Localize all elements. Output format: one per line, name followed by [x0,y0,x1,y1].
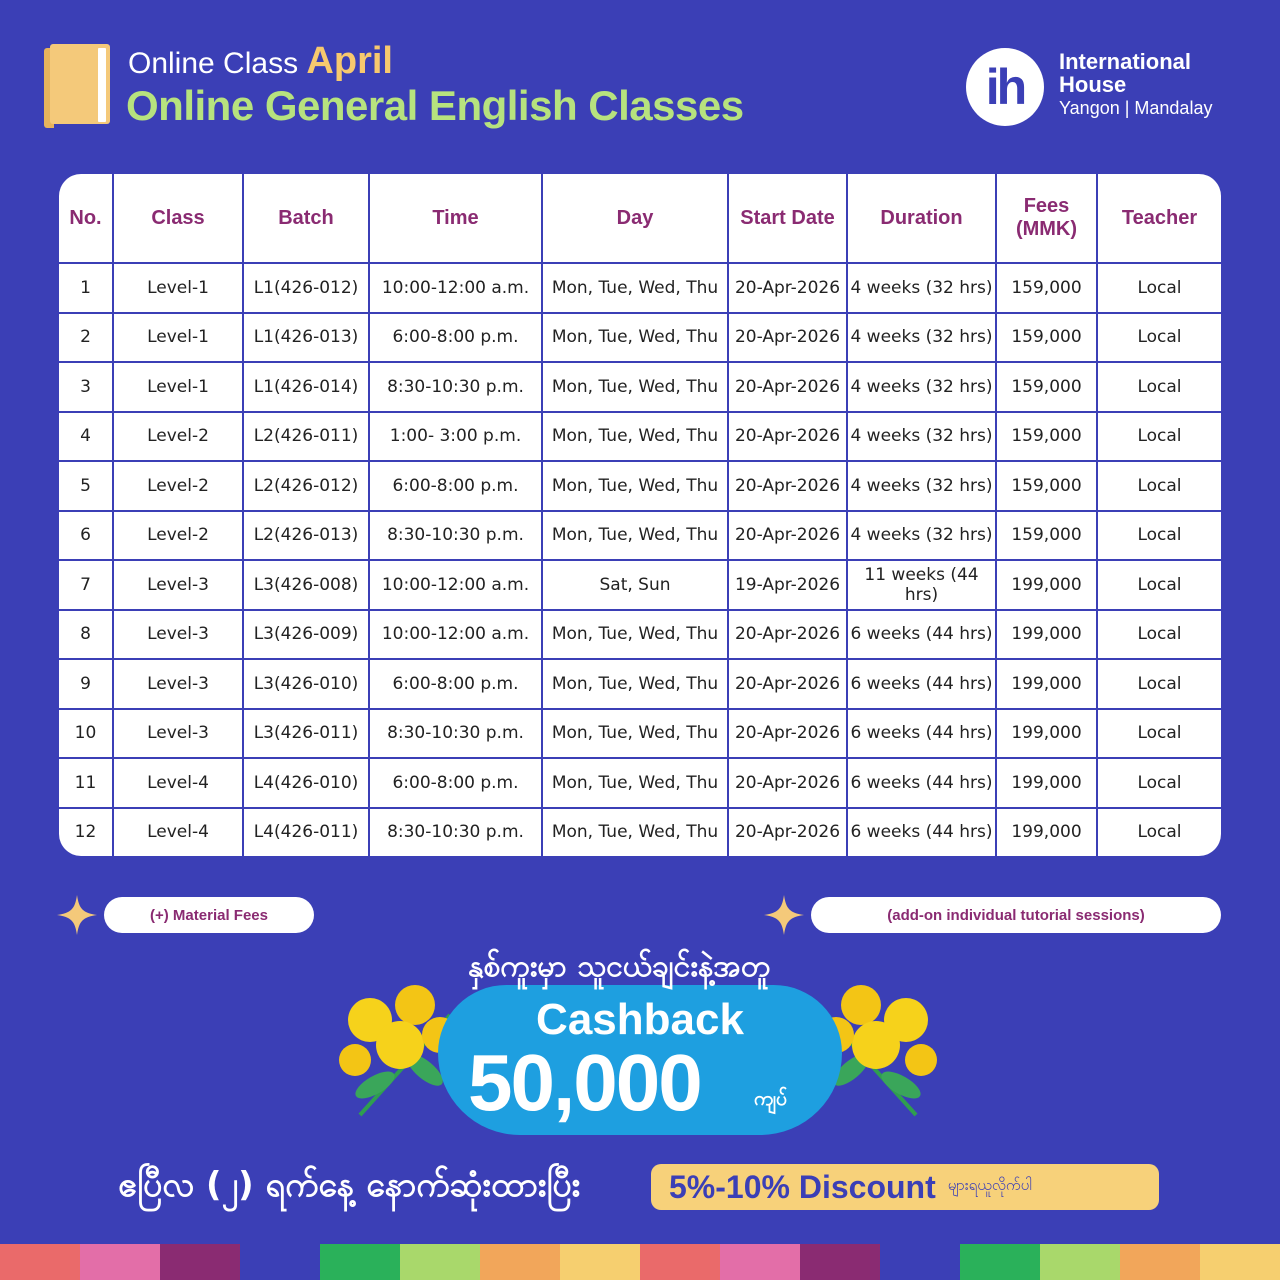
table-cell: L3(426-010) [243,659,369,709]
sparkle-icon [764,895,804,935]
stripe-segment [160,1244,240,1280]
table-cell: L4(426-010) [243,758,369,808]
table-row [59,659,1221,709]
column-header: No. [59,174,113,263]
table-cell: Mon, Tue, Wed, Thu [542,461,728,511]
table-cell: 159,000 [996,362,1097,412]
table-row [59,709,1221,759]
table-cell: 6:00-8:00 p.m. [369,461,542,511]
table-cell: 20-Apr-2026 [728,610,847,660]
table-cell: Level-3 [113,560,243,610]
table-cell: 4 weeks (32 hrs) [847,412,996,462]
table-row [59,362,1221,412]
table-cell: 159,000 [996,412,1097,462]
table-row [59,412,1221,462]
logo-name [1059,50,1191,96]
table-cell: 8:30-10:30 p.m. [369,511,542,561]
table-cell: 3 [59,362,113,412]
table-row [59,758,1221,808]
material-fees-note: (+) Material Fees [104,897,314,933]
table-cell: 10:00-12:00 a.m. [369,263,542,313]
table-cell: 6:00-8:00 p.m. [369,659,542,709]
stripe-segment [320,1244,400,1280]
table-cell: 7 [59,560,113,610]
table-cell: 9 [59,659,113,709]
table-cell: Local [1097,263,1221,313]
promo-headline: နှစ်ကူးမှာ သူငယ်ချင်းနဲ့အတူ [468,949,771,984]
table-cell: 6 weeks (44 hrs) [847,659,996,709]
discount-subtext: များရယူလိုက်ပါ [947,1176,1032,1194]
table-cell: Local [1097,709,1221,759]
column-header: Batch [243,174,369,263]
column-header: Teacher [1097,174,1221,263]
table-cell: Mon, Tue, Wed, Thu [542,412,728,462]
table-cell: 20-Apr-2026 [728,758,847,808]
title-month: April [306,40,393,82]
table-cell: 8:30-10:30 p.m. [369,362,542,412]
table-cell: 10:00-12:00 a.m. [369,560,542,610]
table-cell: Local [1097,659,1221,709]
stripe-segment [1040,1244,1120,1280]
page-title: Online General English Classes [126,82,744,129]
column-header: Time [369,174,542,263]
table-cell: L4(426-011) [243,808,369,857]
table-cell: 6:00-8:00 p.m. [369,313,542,363]
stripe-segment [480,1244,560,1280]
table-cell: 6 weeks (44 hrs) [847,709,996,759]
stripe-segment [960,1244,1040,1280]
table-cell: 20-Apr-2026 [728,263,847,313]
table-cell: Mon, Tue, Wed, Thu [542,758,728,808]
table-cell: 20-Apr-2026 [728,412,847,462]
table-cell: Level-1 [113,362,243,412]
table-cell: 2 [59,313,113,363]
table-row [59,808,1221,857]
stripe-segment [400,1244,480,1280]
table-row [59,461,1221,511]
table-cell: 159,000 [996,263,1097,313]
table-cell: 6 weeks (44 hrs) [847,808,996,857]
table-cell: 20-Apr-2026 [728,709,847,759]
deadline-text: ဧပြီလ (၂) ရက်နေ့ နောက်ဆုံးထားပြီး [118,1165,581,1205]
table-cell: 8:30-10:30 p.m. [369,709,542,759]
column-header: Class [113,174,243,263]
table-cell: 8 [59,610,113,660]
cashback-label: Cashback [536,995,744,1044]
table-cell: L1(426-012) [243,263,369,313]
table-cell: Local [1097,313,1221,363]
cashback-unit: ကျပ် [754,1086,788,1110]
column-header: Duration [847,174,996,263]
table-cell: 199,000 [996,610,1097,660]
cashback-amount: 50,000 [468,1038,701,1127]
table-row [59,560,1221,610]
table-cell: 4 weeks (32 hrs) [847,362,996,412]
table-cell: 159,000 [996,511,1097,561]
table-cell: 1:00- 3:00 p.m. [369,412,542,462]
stripe-segment [880,1244,960,1280]
table-cell: Local [1097,758,1221,808]
table-cell: 11 [59,758,113,808]
table-row [59,610,1221,660]
table-cell: Level-2 [113,412,243,462]
color-stripe [0,1244,1280,1280]
table-cell: 4 weeks (32 hrs) [847,461,996,511]
table-cell: L3(426-011) [243,709,369,759]
stripe-segment [240,1244,320,1280]
table-cell: 6 weeks (44 hrs) [847,610,996,660]
table-cell: 20-Apr-2026 [728,461,847,511]
table-cell: 4 weeks (32 hrs) [847,313,996,363]
column-header: Fees (MMK) [996,174,1097,263]
column-header: Day [542,174,728,263]
stripe-segment [0,1244,80,1280]
discount-text: 5%-10% Discount [669,1168,936,1205]
table-cell: Mon, Tue, Wed, Thu [542,808,728,857]
table-cell: 8:30-10:30 p.m. [369,808,542,857]
table-cell: 6 [59,511,113,561]
table-cell: Local [1097,511,1221,561]
table-cell: 1 [59,263,113,313]
table-cell: Level-3 [113,610,243,660]
table-cell: 10:00-12:00 a.m. [369,610,542,660]
table-cell: Level-2 [113,511,243,561]
table-cell: 11 weeks (44 hrs) [847,560,996,610]
table-cell: 20-Apr-2026 [728,511,847,561]
table-cell: Mon, Tue, Wed, Thu [542,659,728,709]
table-cell: Local [1097,808,1221,857]
stripe-segment [800,1244,880,1280]
table-cell: Level-3 [113,659,243,709]
table-cell: 20-Apr-2026 [728,313,847,363]
table-cell: Level-1 [113,263,243,313]
table-cell: Level-1 [113,313,243,363]
table-cell: 199,000 [996,659,1097,709]
table-cell: L2(426-013) [243,511,369,561]
table-cell: 199,000 [996,560,1097,610]
table-cell: Mon, Tue, Wed, Thu [542,709,728,759]
logo-name-line-1: International [1059,49,1192,74]
table-cell: 199,000 [996,709,1097,759]
table-cell: Level-3 [113,709,243,759]
table-cell: Local [1097,560,1221,610]
table-cell: 12 [59,808,113,857]
tutorial-note: (add-on individual tutorial sessions) [811,897,1221,933]
table-cell: Mon, Tue, Wed, Thu [542,313,728,363]
table-cell: Local [1097,461,1221,511]
stripe-segment [80,1244,160,1280]
table-cell: Mon, Tue, Wed, Thu [542,263,728,313]
sparkle-icon [57,895,97,935]
table-cell: L3(426-009) [243,610,369,660]
table-cell: Mon, Tue, Wed, Thu [542,511,728,561]
table-cell: 6:00-8:00 p.m. [369,758,542,808]
table-cell: Level-4 [113,758,243,808]
table-cell: 20-Apr-2026 [728,808,847,857]
stripe-segment [1200,1244,1280,1280]
book-icon [44,44,110,128]
table-cell: 4 weeks (32 hrs) [847,511,996,561]
stripe-segment [720,1244,800,1280]
stripe-segment [560,1244,640,1280]
cashback-badge [438,985,842,1135]
table-cell: 20-Apr-2026 [728,659,847,709]
table-cell: Local [1097,362,1221,412]
table-cell: 199,000 [996,808,1097,857]
table-cell: Local [1097,610,1221,660]
table-cell: 199,000 [996,758,1097,808]
title-line-1 [128,40,393,83]
table-row [59,313,1221,363]
table-row [59,511,1221,561]
table-cell: Level-2 [113,461,243,511]
table-cell: 159,000 [996,313,1097,363]
table-cell: 20-Apr-2026 [728,362,847,412]
logo-name-line-2: House [1059,72,1127,97]
table-cell: L2(426-012) [243,461,369,511]
stripe-segment [640,1244,720,1280]
table-cell: Sat, Sun [542,560,728,610]
discount-banner [651,1164,1159,1210]
table-cell: 4 weeks (32 hrs) [847,263,996,313]
column-header: Start Date [728,174,847,263]
table-cell: 10 [59,709,113,759]
table-cell: 5 [59,461,113,511]
title-prefix: Online Class [128,47,299,80]
table-cell: 19-Apr-2026 [728,560,847,610]
table-cell: Local [1097,412,1221,462]
table-row [59,263,1221,313]
ih-logo-mark: ih [966,48,1044,126]
table-cell: L1(426-013) [243,313,369,363]
table-cell: L1(426-014) [243,362,369,412]
table-cell: 6 weeks (44 hrs) [847,758,996,808]
stripe-segment [1120,1244,1200,1280]
table-cell: 159,000 [996,461,1097,511]
table-cell: L3(426-008) [243,560,369,610]
table-cell: 4 [59,412,113,462]
table-header-row [59,174,1221,263]
ih-logo [966,44,1266,128]
logo-locations: Yangon | Mandalay [1059,98,1213,118]
schedule-table [59,174,1221,856]
table-cell: Level-4 [113,808,243,857]
table-cell: L2(426-011) [243,412,369,462]
table-cell: Mon, Tue, Wed, Thu [542,610,728,660]
table-cell: Mon, Tue, Wed, Thu [542,362,728,412]
